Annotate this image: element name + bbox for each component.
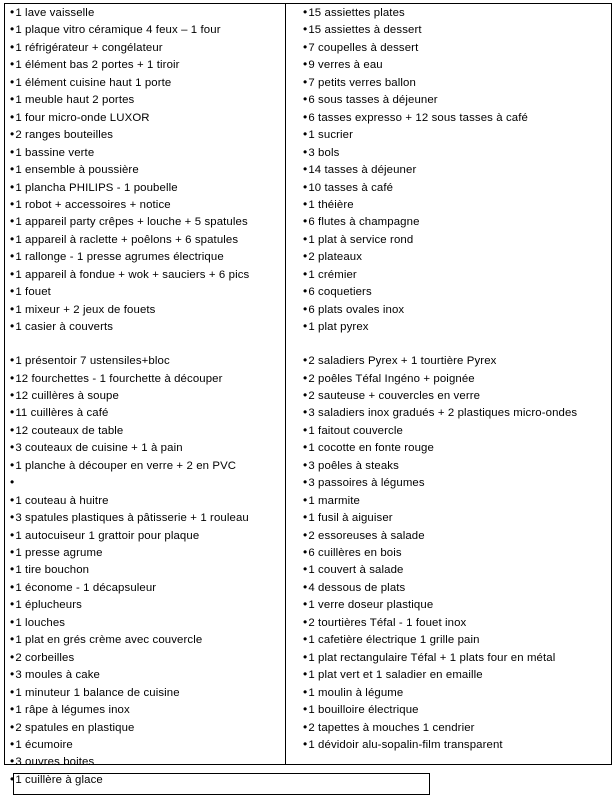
list-item-label: 1 robot + accessoires + notice [15, 198, 171, 211]
list-item [303, 649, 612, 666]
list-item-label: 1 plancha PHILIPS - 1 poubelle [15, 181, 178, 194]
list-item [10, 474, 283, 491]
bullet-icon: • [303, 127, 308, 142]
bullet-icon: • [10, 57, 15, 72]
bullet-icon: • [303, 562, 308, 577]
list-item [303, 631, 612, 648]
bullet-icon: • [10, 39, 15, 54]
list-item-label: 2 sauteuse + couvercles en verre [308, 389, 481, 402]
list-item-label: 1 râpe à légumes inox [15, 704, 130, 717]
list-item-label: 14 tasses à déjeuner [308, 164, 417, 177]
list-item-label: 6 coquetiers [308, 286, 372, 299]
list-item [303, 719, 612, 736]
bullet-icon: • [10, 719, 15, 734]
list-item-label: 2 tapettes à mouches 1 cendrier [308, 721, 475, 734]
list-item [303, 457, 612, 474]
list-item [10, 179, 283, 196]
bullet-icon: • [303, 422, 308, 437]
list-item-label: 4 dessous de plats [308, 581, 406, 594]
bullet-icon: • [303, 684, 308, 699]
list-item-label: 1 plaque vitro céramique 4 feux – 1 four [15, 24, 221, 37]
list-item [303, 404, 612, 421]
list-item [303, 213, 612, 230]
list-item-label: 3 spatules plastiques à pâtisserie + 1 rouleau [15, 512, 249, 525]
list-item-label: 1 écumoire [15, 739, 73, 752]
bullet-icon: • [303, 249, 308, 264]
list-item [303, 474, 612, 491]
list-item [303, 422, 612, 439]
list-item-label: 1 ensemble à poussière [15, 164, 139, 177]
list-item [10, 666, 283, 683]
bullet-icon: • [303, 579, 308, 594]
list-item [10, 56, 283, 73]
list-item [10, 684, 283, 701]
bullet-icon: • [303, 440, 308, 455]
list-item-label: 3 moules à cake [15, 669, 100, 682]
list-item-label: 3 bols [308, 146, 340, 159]
list-item [10, 39, 283, 56]
list-item-label: 6 sous tasses à déjeuner [308, 94, 438, 107]
list-item-label: 1 four micro-onde LUXOR [15, 111, 150, 124]
list-item-label: 15 assiettes plates [308, 7, 405, 19]
list-item [10, 144, 283, 161]
bullet-icon: • [303, 196, 308, 211]
bullet-icon: • [303, 387, 308, 402]
bullet-icon: • [10, 649, 15, 664]
list-item [303, 352, 612, 369]
bullet-icon: • [10, 266, 15, 281]
list-item [10, 21, 283, 38]
right-column [287, 0, 616, 762]
bullet-icon: • [303, 179, 308, 194]
list-item [303, 74, 612, 91]
bullet-icon: • [10, 231, 15, 246]
list-item-label: 3 ouvres boites [15, 756, 95, 769]
list-item [10, 370, 283, 387]
list-item [303, 126, 612, 143]
list-item [10, 74, 283, 91]
list-item-label: 1 rallonge - 1 presse agrumes électrique [15, 251, 224, 264]
list-item [303, 56, 612, 73]
bullet-icon: • [303, 475, 308, 490]
list-item-label: 6 cuillères en bois [308, 547, 402, 560]
list-item-label: 3 passoires à légumes [308, 477, 425, 490]
list-item-label: 2 spatules en plastique [15, 721, 135, 734]
list-item-label: 3 saladiers inox gradués + 2 plastiques micro-ondes [308, 407, 578, 420]
bullet-icon: • [303, 231, 308, 246]
bullet-icon: • [303, 301, 308, 316]
bullet-icon: • [10, 579, 15, 594]
list-item-label: 1 réfrigérateur + congélateur [15, 41, 163, 54]
list-item [303, 144, 612, 161]
list-item [10, 596, 283, 613]
list-item-label: 2 plateaux [308, 251, 363, 264]
list-item-label: 1 élément bas 2 portes + 1 tiroir [15, 59, 180, 72]
list-item-label: 1 tire bouchon [15, 564, 90, 577]
bullet-icon: • [303, 597, 308, 612]
bullet-icon: • [10, 387, 15, 402]
list-item [303, 161, 612, 178]
list-item-label: 1 mixeur + 2 jeux de fouets [15, 303, 156, 316]
list-item-label: 1 cafetière électrique 1 grille pain [308, 634, 480, 647]
list-item-label: 1 plat vert et 1 saladier en emaille [308, 669, 483, 682]
bullet-icon: • [303, 92, 308, 107]
list-item-label: 9 verres à eau [308, 59, 383, 72]
list-item [10, 457, 283, 474]
list-item-label: 1 appareil à fondue + wok + sauciers + 6 pics [15, 268, 250, 281]
list-item [10, 561, 283, 578]
list-item [303, 684, 612, 701]
bullet-icon: • [10, 457, 15, 472]
bullet-icon: • [10, 196, 15, 211]
bullet-icon: • [10, 144, 15, 159]
list-item-label: 1 théière [308, 198, 354, 211]
bullet-icon: • [10, 109, 15, 124]
list-item [10, 579, 283, 596]
bullet-icon: • [303, 74, 308, 89]
list-item-label: 1 éplucheurs [15, 599, 82, 612]
bullet-icon: • [303, 370, 308, 385]
list-item [10, 544, 283, 561]
list-item-label: 2 essoreuses à salade [308, 529, 425, 542]
bullet-icon: • [10, 737, 15, 752]
list-item-label: 1 presse agrume [15, 547, 103, 560]
bullet-icon: • [303, 667, 308, 682]
list-item [303, 701, 612, 718]
bullet-icon: • [303, 545, 308, 560]
list-item [10, 509, 283, 526]
list-item-label: 3 couteaux de cuisine + 1 à pain [15, 442, 183, 455]
list-item-label: 1 lave vaisselle [15, 7, 95, 19]
list-item-label: 1 bassine verte [15, 146, 95, 159]
bullet-icon: • [10, 475, 15, 490]
list-item [303, 544, 612, 561]
list-item-label: 1 plat rectangulaire Téfal + 1 plats four en métal [308, 651, 556, 664]
bullet-icon: • [10, 545, 15, 560]
list-item-label: 12 couteaux de table [15, 424, 124, 437]
bullet-icon: • [303, 353, 308, 368]
list-item [303, 509, 612, 526]
list-item [303, 387, 612, 404]
list-item [303, 109, 612, 126]
list-item-label: 1 meuble haut 2 portes [15, 94, 135, 107]
footer-signature-box [13, 773, 430, 795]
list-item-label: 12 cuillères à soupe [15, 389, 119, 402]
bullet-icon: • [10, 284, 15, 299]
list-item [303, 283, 612, 300]
bullet-icon: • [10, 440, 15, 455]
bullet-icon: • [10, 92, 15, 107]
list-item-label: 15 assiettes à dessert [308, 24, 422, 37]
bullet-icon: • [303, 719, 308, 734]
list-item [10, 631, 283, 648]
list-item-label: 2 tourtières Téfal - 1 fouet inox [308, 616, 467, 629]
list-item [303, 301, 612, 318]
bullet-icon: • [10, 353, 15, 368]
list-item [10, 266, 283, 283]
list-item [303, 266, 612, 283]
bullet-icon: • [303, 614, 308, 629]
list-item-label: 1 économe - 1 décapsuleur [15, 581, 157, 594]
list-item-label: 1 planche à découper en verre + 2 en PVC [15, 459, 237, 472]
bullet-icon: • [303, 632, 308, 647]
list-item [303, 527, 612, 544]
bullet-icon: • [303, 319, 308, 334]
list-item-label: 1 bouilloire électrique [308, 704, 419, 717]
list-item-label: 1 autocuiseur 1 grattoir pour plaque [15, 529, 200, 542]
list-item-label: 1 plat en grés crème avec couvercle [15, 634, 203, 647]
list-item-label: 1 fusil à aiguiser [308, 512, 393, 525]
list-item [303, 439, 612, 456]
list-item [10, 231, 283, 248]
list-item-label: 1 plat pyrex [308, 321, 369, 334]
bullet-icon: • [10, 249, 15, 264]
list-item [10, 614, 283, 631]
list-item [10, 387, 283, 404]
list-item-label: 2 saladiers Pyrex + 1 tourtière Pyrex [308, 355, 497, 368]
list-item-label: 12 fourchettes - 1 fourchette à découper [15, 372, 223, 385]
list-item-label: 2 poêles Téfal Ingéno + poignée [308, 372, 475, 385]
list-item-label: 2 corbeilles [15, 651, 75, 664]
bullet-icon: • [10, 405, 15, 420]
bullet-icon: • [10, 319, 15, 334]
bullet-icon: • [10, 162, 15, 177]
list-item-label: 3 poêles à steaks [308, 459, 399, 472]
list-item-label: 1 fouet [15, 286, 51, 299]
list-item [10, 109, 283, 126]
list-item [10, 422, 283, 439]
list-item [303, 179, 612, 196]
list-item [10, 213, 283, 230]
bullet-icon: • [303, 22, 308, 37]
list-item [10, 248, 283, 265]
list-item [303, 39, 612, 56]
bullet-icon: • [10, 614, 15, 629]
bullet-icon: • [10, 702, 15, 717]
list-item-label: 6 flutes à champagne [308, 216, 420, 229]
list-item [10, 283, 283, 300]
bullet-icon: • [303, 284, 308, 299]
list-item-label: 7 coupelles à dessert [308, 41, 419, 54]
list-item-label: 1 casier à couverts [15, 321, 114, 334]
list-item [10, 719, 283, 736]
bullet-icon: • [303, 510, 308, 525]
bullet-icon: • [10, 5, 15, 19]
bullet-icon: • [10, 422, 15, 437]
list-item-label: 1 élément cuisine haut 1 porte [15, 76, 172, 89]
list-item [10, 753, 283, 770]
bullet-icon: • [10, 562, 15, 577]
bullet-icon: • [10, 527, 15, 542]
list-item-label: 1 verre doseur plastique [308, 599, 434, 612]
bullet-icon: • [303, 57, 308, 72]
list-item [303, 666, 612, 683]
list-item [303, 91, 612, 108]
list-item [303, 248, 612, 265]
list-item-label: 1 sucrier [308, 129, 354, 142]
list-item [303, 492, 612, 509]
list-item [10, 161, 283, 178]
bullet-icon: • [303, 144, 308, 159]
list-item [303, 318, 612, 335]
bullet-icon: • [303, 737, 308, 752]
bullet-icon: • [303, 39, 308, 54]
list-item-label: 1 crémier [308, 268, 357, 281]
bullet-icon: • [10, 754, 15, 769]
list-item-label: 1 marmite [308, 494, 360, 507]
list-item-label: 1 louches [15, 616, 66, 629]
list-item-label: 1 cuillère à glace [15, 773, 103, 786]
list-item-label: 1 couteau à huitre [15, 494, 109, 507]
bullet-icon: • [10, 771, 15, 786]
bullet-icon: • [10, 370, 15, 385]
list-item [303, 231, 612, 248]
bullet-icon: • [303, 527, 308, 542]
list-item [10, 701, 283, 718]
list-item-label: 1 appareil à raclette + poêlons + 6 spatules [15, 233, 239, 246]
bullet-icon: • [10, 301, 15, 316]
bullet-icon: • [303, 457, 308, 472]
bullet-icon: • [303, 109, 308, 124]
list-item-label: 1 dévidoir alu-sopalin-film transparent [308, 739, 503, 752]
list-item [10, 736, 283, 753]
list-item [10, 404, 283, 421]
bullet-icon: • [303, 702, 308, 717]
list-item-label: 1 appareil party crêpes + louche + 5 spatules [15, 216, 248, 229]
bullet-icon: • [303, 492, 308, 507]
list-item [10, 492, 283, 509]
bullet-icon: • [303, 649, 308, 664]
list-item-label: 1 moulin à légume [308, 686, 404, 699]
list-item [10, 91, 283, 108]
list-item-label: 1 couvert à salade [308, 564, 404, 577]
list-spacer [303, 336, 612, 352]
list-item-label: 1 cocotte en fonte rouge [308, 442, 434, 455]
bullet-icon: • [10, 214, 15, 229]
list-item [303, 579, 612, 596]
list-item [303, 21, 612, 38]
list-item [10, 4, 283, 21]
list-item [303, 4, 612, 21]
bullet-icon: • [303, 266, 308, 281]
list-item [303, 196, 612, 213]
bullet-icon: • [303, 5, 308, 19]
bullet-icon: • [10, 492, 15, 507]
list-item-label: 1 présentoir 7 ustensiles+bloc [15, 355, 170, 368]
list-item-label: 7 petits verres ballon [308, 76, 416, 89]
bullet-icon: • [10, 74, 15, 89]
list-item [10, 196, 283, 213]
bullet-icon: • [10, 597, 15, 612]
list-item-label: 1 plat à service rond [308, 233, 414, 246]
list-item [10, 301, 283, 318]
list-item-label: 6 plats ovales inox [308, 303, 405, 316]
list-item [10, 439, 283, 456]
list-item [10, 352, 283, 369]
bullet-icon: • [10, 510, 15, 525]
bullet-icon: • [10, 632, 15, 647]
list-item-label: 1 faitout couvercle [308, 424, 403, 437]
bullet-icon: • [10, 179, 15, 194]
bullet-icon: • [10, 684, 15, 699]
list-item-label: 1 minuteur 1 balance de cuisine [15, 686, 180, 699]
list-item-label: 11 cuillères à café [15, 407, 109, 420]
bullet-icon: • [10, 22, 15, 37]
list-item [303, 614, 612, 631]
list-item-label: 10 tasses à café [308, 181, 394, 194]
list-item-label: 6 tasses expresso + 12 sous tasses à café [308, 111, 528, 124]
bullet-icon: • [303, 214, 308, 229]
list-item [303, 370, 612, 387]
list-item-label: 2 ranges bouteilles [15, 129, 114, 142]
list-item [10, 649, 283, 666]
bullet-icon: • [10, 667, 15, 682]
list-item [10, 318, 283, 335]
list-item [10, 126, 283, 143]
bullet-icon: • [10, 127, 15, 142]
bullet-icon: • [303, 162, 308, 177]
list-spacer [10, 336, 283, 352]
left-column [0, 0, 287, 786]
bullet-icon: • [303, 405, 308, 420]
list-item [303, 561, 612, 578]
list-item [303, 736, 612, 753]
list-item [303, 596, 612, 613]
list-item [10, 527, 283, 544]
